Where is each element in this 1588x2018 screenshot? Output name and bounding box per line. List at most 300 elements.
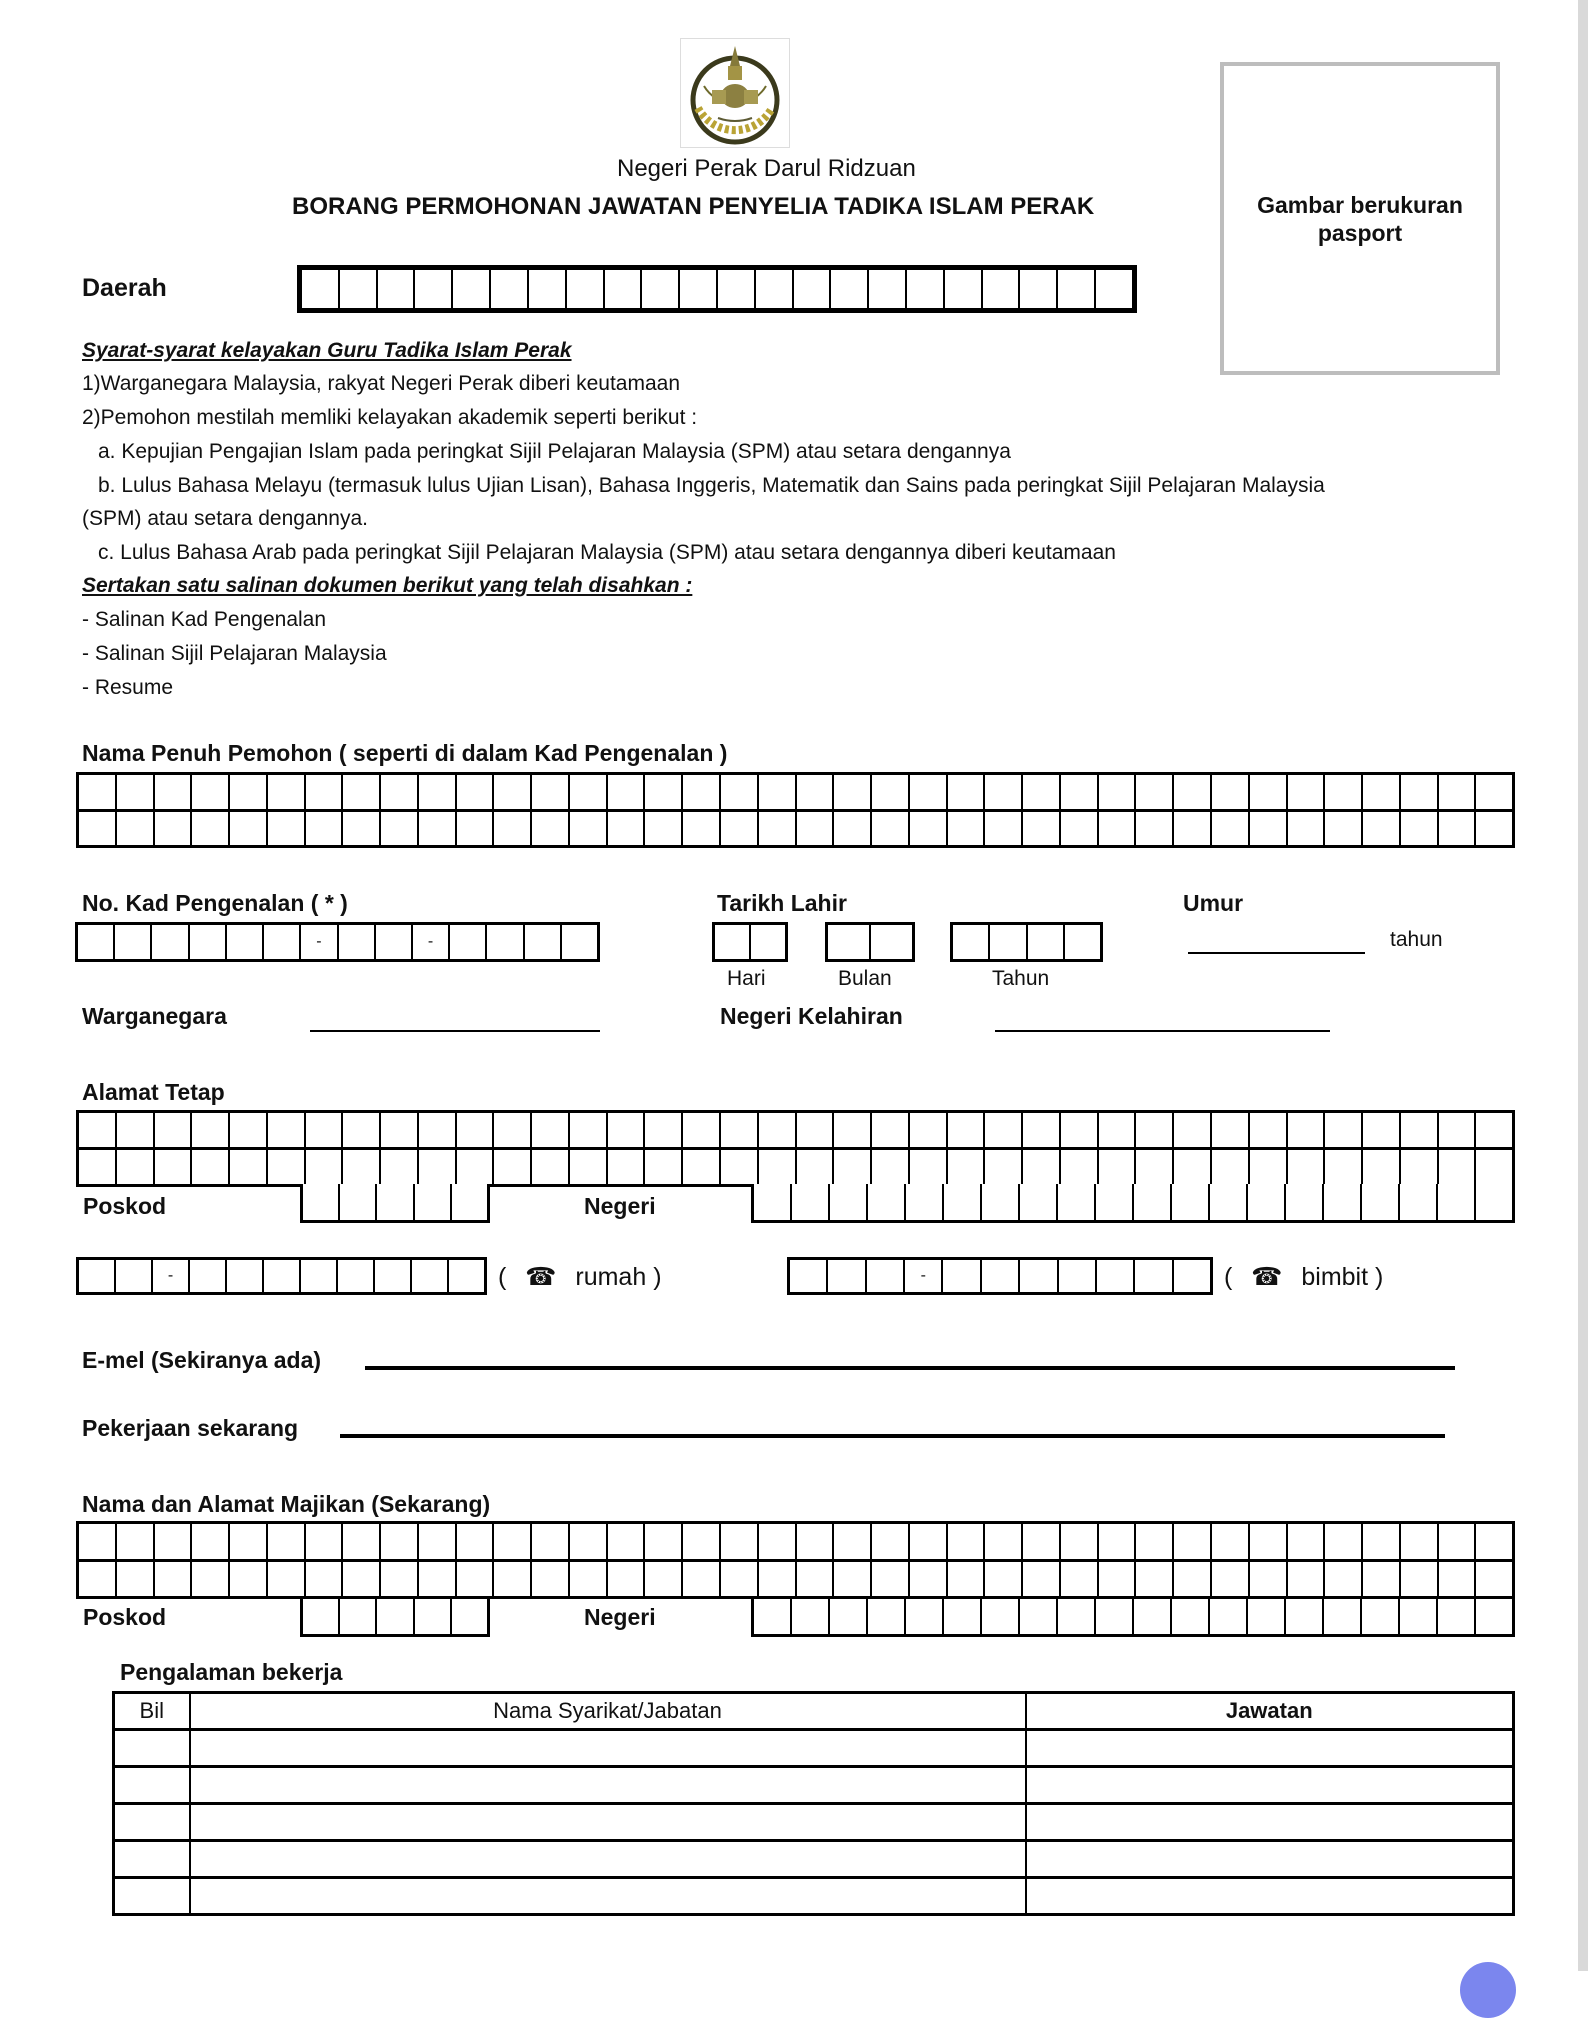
char-cell[interactable]	[230, 775, 268, 809]
home-phone-input[interactable]	[76, 1257, 487, 1295]
char-cell[interactable]	[1099, 775, 1137, 809]
char-cell[interactable]	[487, 925, 524, 959]
char-cell[interactable]	[268, 1150, 306, 1184]
char-cell[interactable]	[1023, 775, 1061, 809]
char-cell[interactable]	[1401, 775, 1439, 809]
char-cell[interactable]	[306, 775, 344, 809]
char-cell[interactable]	[1476, 812, 1512, 846]
employer-postcode-input[interactable]	[300, 1599, 490, 1637]
char-cell[interactable]	[268, 1113, 306, 1147]
char-cell[interactable]	[1174, 1524, 1212, 1559]
char-cell[interactable]	[1288, 1524, 1326, 1559]
char-cell[interactable]	[78, 925, 115, 959]
char-cell[interactable]	[79, 775, 117, 809]
char-cell[interactable]	[1136, 812, 1174, 846]
char-cell[interactable]	[1134, 1184, 1172, 1220]
char-cell[interactable]	[642, 270, 680, 308]
char-cell[interactable]	[683, 1524, 721, 1559]
position-cell[interactable]	[1026, 1804, 1514, 1841]
char-cell[interactable]	[532, 1524, 570, 1559]
char-cell[interactable]	[1134, 1599, 1172, 1634]
char-cell[interactable]	[948, 775, 986, 809]
char-cell[interactable]	[1325, 1524, 1363, 1559]
char-cell[interactable]	[1059, 1260, 1097, 1292]
char-cell[interactable]	[1325, 775, 1363, 809]
char-cell[interactable]	[872, 775, 910, 809]
char-cell[interactable]	[415, 270, 453, 308]
char-cell[interactable]	[339, 925, 376, 959]
char-cell[interactable]	[1212, 1524, 1250, 1559]
char-cell[interactable]	[608, 775, 646, 809]
char-cell[interactable]	[759, 1524, 797, 1559]
email-input-line[interactable]	[365, 1366, 1455, 1370]
char-cell[interactable]	[375, 1260, 412, 1292]
char-cell[interactable]	[494, 1113, 532, 1147]
char-cell[interactable]	[1061, 1562, 1099, 1597]
char-cell[interactable]	[1172, 1184, 1210, 1220]
daerah-input-grid[interactable]	[297, 265, 1137, 313]
char-cell[interactable]	[1363, 775, 1401, 809]
company-cell[interactable]	[190, 1841, 1026, 1878]
char-cell[interactable]	[759, 775, 797, 809]
char-cell[interactable]	[872, 1562, 910, 1597]
address-state-input[interactable]	[751, 1184, 1515, 1223]
char-cell[interactable]	[192, 1562, 230, 1597]
char-cell[interactable]	[718, 270, 756, 308]
char-cell[interactable]	[1136, 775, 1174, 809]
char-cell[interactable]	[268, 1562, 306, 1597]
char-cell[interactable]	[303, 1599, 340, 1634]
char-cell[interactable]	[494, 812, 532, 846]
char-cell[interactable]	[1401, 1113, 1439, 1147]
char-cell[interactable]	[1325, 812, 1363, 846]
char-cell[interactable]	[570, 1562, 608, 1597]
char-cell[interactable]	[1439, 812, 1477, 846]
char-cell[interactable]	[1135, 1260, 1173, 1292]
bil-cell[interactable]	[114, 1730, 190, 1767]
char-cell[interactable]	[868, 1599, 906, 1634]
char-cell[interactable]	[985, 1524, 1023, 1559]
char-cell[interactable]	[79, 812, 117, 846]
char-cell[interactable]	[1250, 1113, 1288, 1147]
char-cell[interactable]	[457, 1113, 495, 1147]
age-input-line[interactable]	[1188, 952, 1365, 954]
char-cell[interactable]	[562, 925, 597, 959]
char-cell[interactable]	[1288, 1562, 1326, 1597]
char-cell[interactable]	[721, 1524, 759, 1559]
char-cell[interactable]	[1476, 1113, 1512, 1147]
address-postcode-input[interactable]	[300, 1184, 490, 1223]
char-cell[interactable]	[721, 1150, 759, 1184]
char-cell[interactable]	[830, 1184, 868, 1220]
char-cell[interactable]	[343, 1150, 381, 1184]
char-cell[interactable]	[532, 1150, 570, 1184]
char-cell[interactable]	[264, 925, 301, 959]
char-cell[interactable]	[1325, 1562, 1363, 1597]
char-cell[interactable]	[1174, 775, 1212, 809]
char-cell[interactable]	[1096, 270, 1132, 308]
char-cell[interactable]	[491, 270, 529, 308]
char-cell[interactable]	[869, 270, 907, 308]
company-cell[interactable]	[190, 1767, 1026, 1804]
char-cell[interactable]	[1174, 1562, 1212, 1597]
char-cell[interactable]	[1061, 1113, 1099, 1147]
char-cell[interactable]	[306, 1113, 344, 1147]
char-cell[interactable]	[982, 1599, 1020, 1634]
address-input-grid[interactable]	[76, 1110, 1515, 1187]
char-cell[interactable]	[419, 1562, 457, 1597]
floating-action-button[interactable]	[1460, 1962, 1516, 2018]
bil-cell[interactable]	[114, 1841, 190, 1878]
char-cell[interactable]	[792, 1184, 830, 1220]
char-cell[interactable]	[1020, 1184, 1058, 1220]
char-cell[interactable]	[1324, 1184, 1362, 1220]
char-cell[interactable]	[608, 812, 646, 846]
char-cell[interactable]	[1401, 1562, 1439, 1597]
char-cell[interactable]	[1248, 1599, 1286, 1634]
bil-cell[interactable]	[114, 1767, 190, 1804]
char-cell[interactable]	[944, 1184, 982, 1220]
char-cell[interactable]	[797, 1150, 835, 1184]
char-cell[interactable]	[759, 812, 797, 846]
char-cell[interactable]	[301, 1260, 338, 1292]
char-cell[interactable]	[943, 1260, 981, 1292]
char-cell[interactable]: -	[301, 925, 338, 959]
char-cell[interactable]	[570, 1150, 608, 1184]
char-cell[interactable]	[452, 1184, 487, 1220]
company-cell[interactable]	[190, 1730, 1026, 1767]
vertical-scrollbar[interactable]	[1578, 0, 1588, 1971]
char-cell[interactable]	[1136, 1562, 1174, 1597]
char-cell[interactable]	[910, 1113, 948, 1147]
char-cell[interactable]	[190, 925, 227, 959]
char-cell[interactable]	[1099, 1562, 1137, 1597]
char-cell[interactable]	[1286, 1184, 1324, 1220]
char-cell[interactable]	[457, 775, 495, 809]
char-cell[interactable]	[721, 1113, 759, 1147]
char-cell[interactable]	[1324, 1599, 1362, 1634]
char-cell[interactable]	[381, 1150, 419, 1184]
char-cell[interactable]	[377, 1599, 414, 1634]
char-cell[interactable]	[948, 1562, 986, 1597]
char-cell[interactable]	[945, 270, 983, 308]
char-cell[interactable]	[605, 270, 643, 308]
char-cell[interactable]	[867, 1260, 905, 1292]
char-cell[interactable]	[797, 775, 835, 809]
char-cell[interactable]	[1363, 1524, 1401, 1559]
char-cell[interactable]	[1136, 1524, 1174, 1559]
char-cell[interactable]	[302, 270, 340, 308]
char-cell[interactable]	[1439, 1562, 1477, 1597]
char-cell[interactable]	[1099, 1113, 1137, 1147]
char-cell[interactable]	[834, 1524, 872, 1559]
char-cell[interactable]	[192, 1524, 230, 1559]
char-cell[interactable]	[907, 270, 945, 308]
char-cell[interactable]	[79, 1260, 116, 1292]
char-cell[interactable]	[834, 1113, 872, 1147]
char-cell[interactable]	[1363, 1562, 1401, 1597]
char-cell[interactable]	[953, 925, 990, 959]
char-cell[interactable]	[381, 1113, 419, 1147]
char-cell[interactable]	[831, 270, 869, 308]
char-cell[interactable]	[343, 812, 381, 846]
char-cell[interactable]	[872, 1113, 910, 1147]
char-cell[interactable]	[415, 1599, 452, 1634]
char-cell[interactable]	[1023, 1524, 1061, 1559]
char-cell[interactable]	[645, 775, 683, 809]
char-cell[interactable]	[715, 925, 751, 959]
char-cell[interactable]	[79, 1113, 117, 1147]
char-cell[interactable]	[117, 1113, 155, 1147]
char-cell[interactable]	[834, 775, 872, 809]
char-cell[interactable]	[1023, 812, 1061, 846]
position-cell[interactable]	[1026, 1841, 1514, 1878]
char-cell[interactable]	[230, 1562, 268, 1597]
char-cell[interactable]	[906, 1184, 944, 1220]
char-cell[interactable]	[381, 1524, 419, 1559]
char-cell[interactable]	[1061, 1150, 1099, 1184]
char-cell[interactable]	[721, 812, 759, 846]
char-cell[interactable]	[155, 1562, 193, 1597]
char-cell[interactable]	[532, 1113, 570, 1147]
char-cell[interactable]	[1286, 1599, 1324, 1634]
char-cell[interactable]	[230, 1150, 268, 1184]
char-cell[interactable]	[115, 925, 152, 959]
char-cell[interactable]	[1020, 1260, 1058, 1292]
char-cell[interactable]	[1212, 812, 1250, 846]
char-cell[interactable]	[790, 1260, 828, 1292]
char-cell[interactable]	[378, 270, 416, 308]
char-cell[interactable]	[910, 1562, 948, 1597]
char-cell[interactable]	[79, 1562, 117, 1597]
char-cell[interactable]	[117, 775, 155, 809]
char-cell[interactable]	[683, 1150, 721, 1184]
char-cell[interactable]	[117, 1524, 155, 1559]
char-cell[interactable]	[494, 775, 532, 809]
ic-input-grid[interactable]	[75, 922, 600, 962]
birth-year-input[interactable]	[950, 922, 1103, 962]
char-cell[interactable]	[1212, 775, 1250, 809]
char-cell[interactable]	[1439, 1524, 1477, 1559]
char-cell[interactable]: -	[905, 1260, 943, 1292]
char-cell[interactable]	[419, 1113, 457, 1147]
char-cell[interactable]	[192, 1150, 230, 1184]
position-cell[interactable]	[1026, 1767, 1514, 1804]
birth-state-input-line[interactable]	[995, 1030, 1330, 1032]
char-cell[interactable]: -	[413, 925, 450, 959]
passport-photo-box[interactable]	[1220, 62, 1500, 375]
company-cell[interactable]	[190, 1878, 1026, 1915]
char-cell[interactable]	[1476, 1599, 1512, 1634]
char-cell[interactable]	[1288, 1150, 1326, 1184]
char-cell[interactable]	[797, 1562, 835, 1597]
char-cell[interactable]	[532, 812, 570, 846]
char-cell[interactable]	[948, 1113, 986, 1147]
char-cell[interactable]	[1438, 1599, 1476, 1634]
char-cell[interactable]	[1250, 812, 1288, 846]
char-cell[interactable]	[117, 812, 155, 846]
char-cell[interactable]	[1020, 1599, 1058, 1634]
char-cell[interactable]	[152, 925, 189, 959]
char-cell[interactable]	[415, 1184, 452, 1220]
char-cell[interactable]	[1476, 1562, 1512, 1597]
char-cell[interactable]	[794, 270, 832, 308]
char-cell[interactable]	[1174, 812, 1212, 846]
char-cell[interactable]	[751, 925, 785, 959]
char-cell[interactable]	[306, 812, 344, 846]
char-cell[interactable]	[1401, 812, 1439, 846]
char-cell[interactable]	[340, 1184, 377, 1220]
char-cell[interactable]	[525, 925, 562, 959]
char-cell[interactable]	[834, 1150, 872, 1184]
char-cell[interactable]	[343, 775, 381, 809]
bil-cell[interactable]	[114, 1804, 190, 1841]
char-cell[interactable]	[494, 1562, 532, 1597]
char-cell[interactable]	[532, 775, 570, 809]
char-cell[interactable]	[381, 812, 419, 846]
char-cell[interactable]	[377, 1184, 414, 1220]
char-cell[interactable]	[1325, 1150, 1363, 1184]
char-cell[interactable]	[264, 1260, 301, 1292]
char-cell[interactable]	[1210, 1599, 1248, 1634]
company-cell[interactable]	[190, 1804, 1026, 1841]
char-cell[interactable]	[1400, 1599, 1438, 1634]
char-cell[interactable]	[117, 1562, 155, 1597]
char-cell[interactable]	[982, 1184, 1020, 1220]
char-cell[interactable]	[944, 1599, 982, 1634]
char-cell[interactable]	[570, 812, 608, 846]
char-cell[interactable]	[419, 1150, 457, 1184]
char-cell[interactable]	[494, 1150, 532, 1184]
char-cell[interactable]	[1061, 812, 1099, 846]
char-cell[interactable]	[79, 1524, 117, 1559]
char-cell[interactable]	[756, 270, 794, 308]
char-cell[interactable]	[1248, 1184, 1286, 1220]
char-cell[interactable]	[1023, 1562, 1061, 1597]
char-cell[interactable]	[419, 1524, 457, 1559]
char-cell[interactable]	[754, 1599, 792, 1634]
char-cell[interactable]	[645, 1562, 683, 1597]
char-cell[interactable]	[1099, 1524, 1137, 1559]
occupation-input-line[interactable]	[340, 1434, 1445, 1438]
char-cell[interactable]	[1401, 1524, 1439, 1559]
char-cell[interactable]	[1363, 812, 1401, 846]
char-cell[interactable]	[303, 1184, 340, 1220]
char-cell[interactable]	[570, 1524, 608, 1559]
char-cell[interactable]	[1174, 1260, 1210, 1292]
char-cell[interactable]	[683, 1113, 721, 1147]
char-cell[interactable]	[910, 1150, 948, 1184]
char-cell[interactable]	[457, 1524, 495, 1559]
char-cell[interactable]	[192, 775, 230, 809]
char-cell[interactable]	[457, 1562, 495, 1597]
char-cell[interactable]	[457, 1150, 495, 1184]
char-cell[interactable]	[532, 1562, 570, 1597]
char-cell[interactable]	[452, 1599, 487, 1634]
char-cell[interactable]	[192, 812, 230, 846]
char-cell[interactable]	[343, 1113, 381, 1147]
char-cell[interactable]	[948, 1524, 986, 1559]
char-cell[interactable]	[419, 812, 457, 846]
char-cell[interactable]	[1058, 1184, 1096, 1220]
char-cell[interactable]	[1288, 775, 1326, 809]
char-cell[interactable]	[1099, 812, 1137, 846]
char-cell[interactable]	[797, 1113, 835, 1147]
char-cell[interactable]	[683, 812, 721, 846]
char-cell[interactable]	[1058, 270, 1096, 308]
char-cell[interactable]	[155, 812, 193, 846]
char-cell[interactable]	[645, 1113, 683, 1147]
char-cell[interactable]	[608, 1524, 646, 1559]
char-cell[interactable]	[1212, 1562, 1250, 1597]
char-cell[interactable]	[645, 1150, 683, 1184]
char-cell[interactable]	[1476, 1184, 1512, 1220]
char-cell[interactable]	[759, 1113, 797, 1147]
char-cell[interactable]	[1363, 1113, 1401, 1147]
char-cell[interactable]	[449, 1260, 484, 1292]
char-cell[interactable]	[759, 1562, 797, 1597]
full-name-input-grid[interactable]	[76, 772, 1515, 848]
char-cell[interactable]	[1250, 1150, 1288, 1184]
char-cell[interactable]	[828, 1260, 866, 1292]
char-cell[interactable]	[343, 1562, 381, 1597]
char-cell[interactable]	[608, 1562, 646, 1597]
char-cell[interactable]	[985, 1113, 1023, 1147]
char-cell[interactable]	[419, 775, 457, 809]
char-cell[interactable]	[1096, 1184, 1134, 1220]
char-cell[interactable]	[792, 1599, 830, 1634]
char-cell[interactable]	[1023, 1150, 1061, 1184]
char-cell[interactable]	[116, 1260, 153, 1292]
char-cell[interactable]	[1288, 812, 1326, 846]
char-cell[interactable]	[570, 1113, 608, 1147]
position-cell[interactable]	[1026, 1878, 1514, 1915]
char-cell[interactable]	[1136, 1113, 1174, 1147]
citizenship-input-line[interactable]	[310, 1030, 600, 1032]
char-cell[interactable]	[230, 1524, 268, 1559]
char-cell[interactable]	[1212, 1150, 1250, 1184]
char-cell[interactable]	[910, 775, 948, 809]
char-cell[interactable]	[1061, 1524, 1099, 1559]
char-cell[interactable]	[910, 1524, 948, 1559]
char-cell[interactable]	[1325, 1113, 1363, 1147]
char-cell[interactable]	[985, 1150, 1023, 1184]
char-cell[interactable]	[721, 1562, 759, 1597]
char-cell[interactable]	[608, 1113, 646, 1147]
char-cell[interactable]	[797, 1524, 835, 1559]
char-cell[interactable]	[1250, 775, 1288, 809]
char-cell[interactable]	[1476, 1524, 1512, 1559]
char-cell[interactable]	[1058, 1599, 1096, 1634]
char-cell[interactable]	[645, 1524, 683, 1559]
char-cell[interactable]	[982, 1260, 1020, 1292]
char-cell[interactable]	[985, 1562, 1023, 1597]
char-cell[interactable]	[1363, 1150, 1401, 1184]
char-cell[interactable]	[457, 812, 495, 846]
char-cell[interactable]	[1439, 1150, 1477, 1184]
char-cell[interactable]	[1438, 1184, 1476, 1220]
char-cell[interactable]: -	[153, 1260, 190, 1292]
char-cell[interactable]	[683, 775, 721, 809]
char-cell[interactable]	[1476, 775, 1512, 809]
char-cell[interactable]	[306, 1562, 344, 1597]
char-cell[interactable]	[830, 1599, 868, 1634]
char-cell[interactable]	[381, 1562, 419, 1597]
char-cell[interactable]	[1362, 1599, 1400, 1634]
char-cell[interactable]	[985, 812, 1023, 846]
char-cell[interactable]	[1172, 1599, 1210, 1634]
char-cell[interactable]	[1096, 1599, 1134, 1634]
